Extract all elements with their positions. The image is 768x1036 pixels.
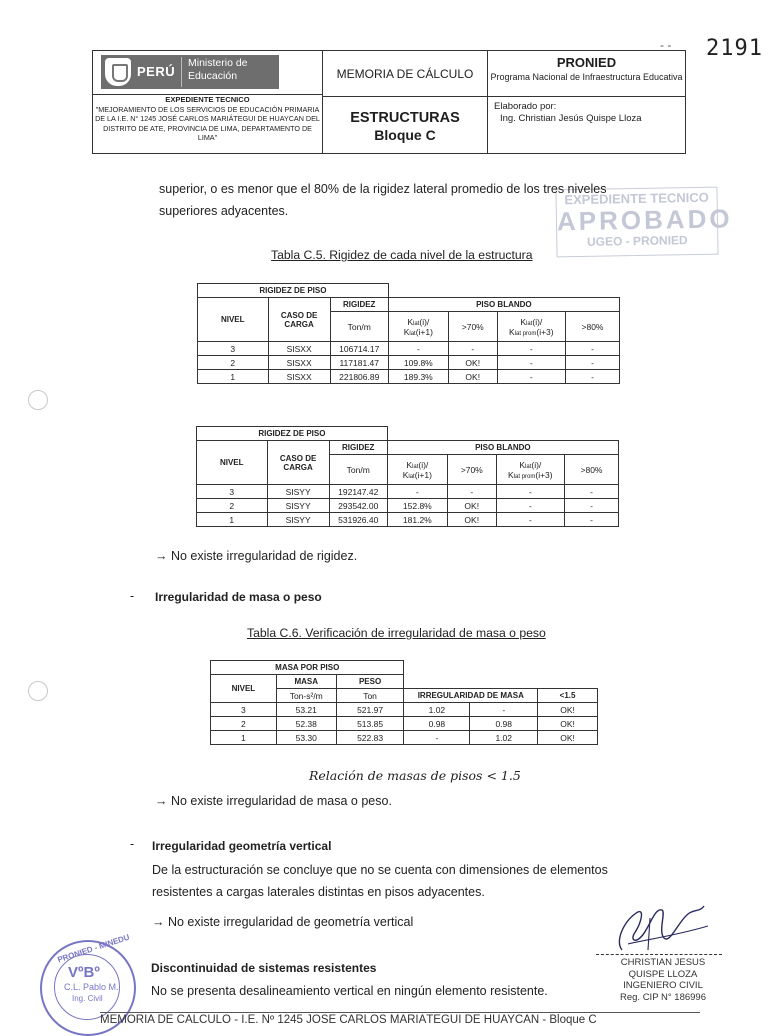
cell-check-80: - — [565, 499, 619, 513]
punch-hole — [28, 390, 48, 410]
geometria-line-2: resistentes a cargas laterales distintas en pisos adyacentes. — [152, 885, 485, 899]
cell-check-70: OK! — [448, 356, 497, 370]
k-subscript: lat — [409, 330, 416, 337]
cell-masa: 53.21 — [276, 703, 336, 717]
seal-role: Ing. Civil — [72, 994, 103, 1003]
footer-rule — [100, 1012, 700, 1013]
cell-ratio-prom: - — [496, 499, 564, 513]
cell-check-70: - — [447, 485, 496, 499]
table-rigidez-x — [197, 283, 620, 384]
cell-peso: 521.97 — [336, 703, 404, 717]
table-rigidez-y — [196, 426, 619, 527]
cell-check: OK! — [538, 717, 598, 731]
cell-peso: 513.85 — [336, 717, 404, 731]
table-row — [197, 499, 619, 513]
cell-nivel: 1 — [197, 513, 268, 527]
signature-block — [608, 957, 718, 1003]
col-masa: MASA — [276, 675, 336, 689]
col-70: >70% — [447, 455, 496, 485]
section-title: ESTRUCTURAS — [350, 110, 460, 126]
stamp-line-3: UGEO - PRONIED — [586, 233, 688, 249]
cell-rigidez: 106714.17 — [330, 342, 388, 356]
col-irregularidad: IRREGULARIDAD DE MASA — [404, 689, 538, 703]
table-masa — [210, 660, 598, 745]
col-80: >80% — [566, 312, 620, 342]
section-cell — [323, 97, 488, 153]
k-index: (i+3) — [536, 326, 554, 337]
cell-nivel: 1 — [198, 370, 269, 384]
peru-logo — [101, 55, 279, 89]
cell-nivel: 1 — [211, 731, 277, 745]
cell-ratio-2: 1.02 — [470, 731, 538, 745]
table-group-header: RIGIDEZ DE PISO — [197, 427, 388, 441]
col-peso: PESO — [336, 675, 404, 689]
peru-label: PERÚ — [137, 64, 176, 79]
col-ratio-prom — [496, 455, 564, 485]
cell-ratio-1: 0.98 — [404, 717, 470, 731]
stamp-line-2: APROBADO — [556, 203, 733, 237]
ministry-logo-cell — [93, 51, 323, 95]
coat-of-arms-icon — [105, 58, 131, 86]
cell-nivel: 2 — [198, 356, 269, 370]
caption-table-c6: Tabla C.6. Verificación de irregularidad de masa o peso — [247, 626, 546, 640]
col-nivel: NIVEL — [197, 441, 268, 485]
signature-line — [596, 954, 722, 955]
col-rigidez-unit: Ton/m — [329, 455, 387, 485]
k-index: (i)/ — [419, 316, 430, 327]
cell-rigidez: 221806.89 — [330, 370, 388, 384]
col-masa-unit: Ton-s²/m — [276, 689, 336, 703]
document-header — [92, 50, 686, 154]
author-label: Elaborado por: — [494, 101, 557, 112]
cell-rigidez: 293542.00 — [329, 499, 387, 513]
author-name: Ing. Christian Jesús Quispe Lloza — [500, 113, 642, 124]
k-subscript: lat — [525, 463, 532, 470]
cell-ratio-prom: - — [496, 513, 564, 527]
cell-check-80: - — [566, 342, 620, 356]
signer-registration: Reg. CIP N° 186996 — [619, 991, 706, 1003]
cell-peso: 522.83 — [336, 731, 404, 745]
cell-ratio-2: 0.98 — [470, 717, 538, 731]
cell-check-70: OK! — [447, 499, 496, 513]
heading-discontinuidad: Discontinuidad de sistemas resistentes — [151, 961, 377, 975]
cell-check: OK! — [538, 731, 598, 745]
seal-ring-text: PRONIED - MINEDU — [56, 932, 131, 965]
cell-ratio-prom: - — [496, 485, 564, 499]
cell-check-80: - — [565, 513, 619, 527]
author-cell — [488, 97, 685, 153]
seal-name: C.L. Pablo M. — [64, 982, 119, 992]
pronied-label: PRONIED — [556, 55, 617, 70]
cell-ratio: - — [387, 485, 447, 499]
table-row — [198, 356, 620, 370]
cell-ratio-1: 1.02 — [404, 703, 470, 717]
cell-caso: SISYY — [267, 513, 329, 527]
col-rigidez: RIGIDEZ — [329, 441, 387, 455]
k-index: (i)/ — [531, 459, 542, 470]
cell-ratio: 109.8% — [388, 356, 448, 370]
col-70: >70% — [448, 312, 497, 342]
table-row — [211, 703, 598, 717]
ministry-label: Ministerio de Educación — [181, 57, 286, 87]
cell-ratio-1: - — [404, 731, 470, 745]
bullet-dash: - — [130, 589, 135, 603]
heading-geometria: Irregularidad geometría vertical — [152, 839, 332, 853]
stamp-line-1: EXPEDIENTE TECNICO — [564, 189, 709, 208]
cell-ratio-prom: - — [497, 370, 565, 384]
k-symbol: K — [508, 469, 514, 480]
k-symbol: K — [403, 326, 410, 337]
k-subscript: lat — [413, 320, 420, 327]
col-nivel: NIVEL — [211, 675, 277, 703]
k-subscript: lat — [412, 463, 419, 470]
pronied-cell — [488, 51, 685, 97]
col-ratio-lat — [388, 312, 448, 342]
bullet-dash: - — [130, 837, 135, 851]
cell-check-70: OK! — [447, 513, 496, 527]
k-symbol: K — [519, 459, 526, 470]
cell-masa: 52.38 — [276, 717, 336, 731]
page-footer: MEMORIA DE CÁLCULO - I.E. Nº 1245 JOSÉ CARLOS MARIÁTEGUI DE HUAYCÁN - Bloque C — [100, 1014, 597, 1026]
expediente-text: "MEJORAMIENTO DE LOS SERVICIOS DE EDUCACIÓN PRIMARIA DE LA I.E. N° 1245 JOSÉ CARLOS MARIÁTEGUI DE HUAYCAN DEL DISTRITO DE ATE, PROVINCIA DE LIMA, DEPARTAMENTO DE LIMA" — [95, 104, 320, 143]
cell-check-70: - — [448, 342, 497, 356]
cell-caso: SISYY — [267, 485, 329, 499]
table-row — [198, 342, 620, 356]
k-index: (i+1) — [414, 469, 432, 480]
k-subscript: lat prom — [513, 473, 536, 480]
cell-caso: SISXX — [268, 370, 330, 384]
expediente-title: EXPEDIENTE TECNICO — [165, 95, 250, 104]
k-symbol: K — [407, 316, 414, 327]
cell-check: OK! — [538, 703, 598, 717]
k-index: (i)/ — [532, 316, 543, 327]
cell-rigidez: 192147.42 — [329, 485, 387, 499]
seal-center-text: VºBº — [68, 964, 100, 981]
punch-hole — [28, 681, 48, 701]
cell-nivel: 3 — [198, 342, 269, 356]
discontinuidad-line-1: No se presenta desalineamiento vertical en ningún elemento resistente. — [151, 984, 548, 998]
expediente-cell — [93, 95, 323, 153]
intro-line-2: superiores adyacentes. — [159, 204, 289, 218]
k-index: (i)/ — [418, 459, 429, 470]
cell-check-80: - — [566, 356, 620, 370]
cell-nivel: 2 — [211, 717, 277, 731]
cell-nivel: 2 — [197, 499, 268, 513]
table-row — [197, 513, 619, 527]
table-group-header: RIGIDEZ DE PISO — [198, 284, 389, 298]
k-symbol: K — [406, 459, 413, 470]
caption-table-c5: Tabla C.5. Rigidez de cada nivel de la estructura — [271, 248, 533, 262]
col-caso: CASO DE CARGA — [267, 441, 329, 485]
table-row — [197, 485, 619, 499]
table-row — [211, 731, 598, 745]
cell-ratio: 152.8% — [387, 499, 447, 513]
cell-ratio: - — [388, 342, 448, 356]
cell-rigidez: 117181.47 — [330, 356, 388, 370]
k-subscript: lat prom — [514, 330, 537, 337]
cell-ratio: 189.3% — [388, 370, 448, 384]
cell-ratio-prom: - — [497, 342, 565, 356]
formula-relacion-masas: Relación de masas de pisos < 1.5 — [309, 768, 521, 783]
k-symbol: K — [402, 469, 409, 480]
signature — [604, 900, 714, 958]
page-number-mark: - - — [660, 38, 672, 52]
k-symbol: K — [509, 326, 515, 337]
col-rigidez: RIGIDEZ — [330, 298, 388, 312]
cell-check-70: OK! — [448, 370, 497, 384]
k-symbol: K — [520, 316, 527, 327]
table-row — [211, 717, 598, 731]
cell-ratio-prom: - — [497, 356, 565, 370]
cell-check-80: - — [566, 370, 620, 384]
table-row — [198, 370, 620, 384]
col-nivel: NIVEL — [198, 298, 269, 342]
intro-line-1: superior, o es menor que el 80% de la rigidez lateral promedio de los tres niveles — [159, 182, 607, 196]
k-subscript: lat — [526, 320, 533, 327]
signer-name-2: QUISPE LLOZA — [628, 968, 698, 980]
cell-caso: SISXX — [268, 356, 330, 370]
conclusion-rigidez: → No existe irregularidad de rigidez. — [155, 549, 358, 563]
k-subscript: lat — [408, 473, 415, 480]
heading-masa: Irregularidad de masa o peso — [155, 590, 322, 604]
col-rigidez-unit: Ton/m — [330, 312, 388, 342]
cell-nivel: 3 — [197, 485, 268, 499]
cell-caso: SISYY — [267, 499, 329, 513]
k-index: (i+3) — [535, 469, 553, 480]
cell-rigidez: 531926.40 — [329, 513, 387, 527]
pronied-full: Programa Nacional de Infraestructura Educativa — [490, 72, 683, 82]
cell-caso: SISXX — [268, 342, 330, 356]
conclusion-masa: → No existe irregularidad de masa o peso. — [155, 794, 392, 808]
col-caso: CASO DE CARGA — [268, 298, 330, 342]
signer-name-1: CHRISTIAN JESUS — [620, 957, 706, 968]
col-peso-unit: Ton — [336, 689, 404, 703]
col-limit: <1.5 — [538, 689, 598, 703]
cell-masa: 53.30 — [276, 731, 336, 745]
k-index: (i+1) — [415, 326, 433, 337]
signer-title: INGENIERO CIVIL — [623, 980, 703, 991]
geometria-line-1: De la estructuración se concluye que no se cuenta con dimensiones de elementos — [152, 863, 608, 877]
cell-check-80: - — [565, 485, 619, 499]
cell-nivel: 3 — [211, 703, 277, 717]
block-title: Bloque C — [374, 127, 436, 143]
table-group-header: MASA POR PISO — [211, 661, 404, 675]
conclusion-geometria: → No existe irregularidad de geometría vertical — [152, 915, 414, 929]
col-ratio-prom — [497, 312, 565, 342]
col-ratio-lat — [387, 455, 447, 485]
col-piso-blando: PISO BLANDO — [388, 298, 619, 312]
col-80: >80% — [565, 455, 619, 485]
memoria-label: MEMORIA DE CÁLCULO — [323, 51, 488, 97]
cell-ratio: 181.2% — [387, 513, 447, 527]
col-piso-blando: PISO BLANDO — [387, 441, 618, 455]
page-number: 2191 — [706, 36, 763, 61]
cell-ratio-2: - — [470, 703, 538, 717]
